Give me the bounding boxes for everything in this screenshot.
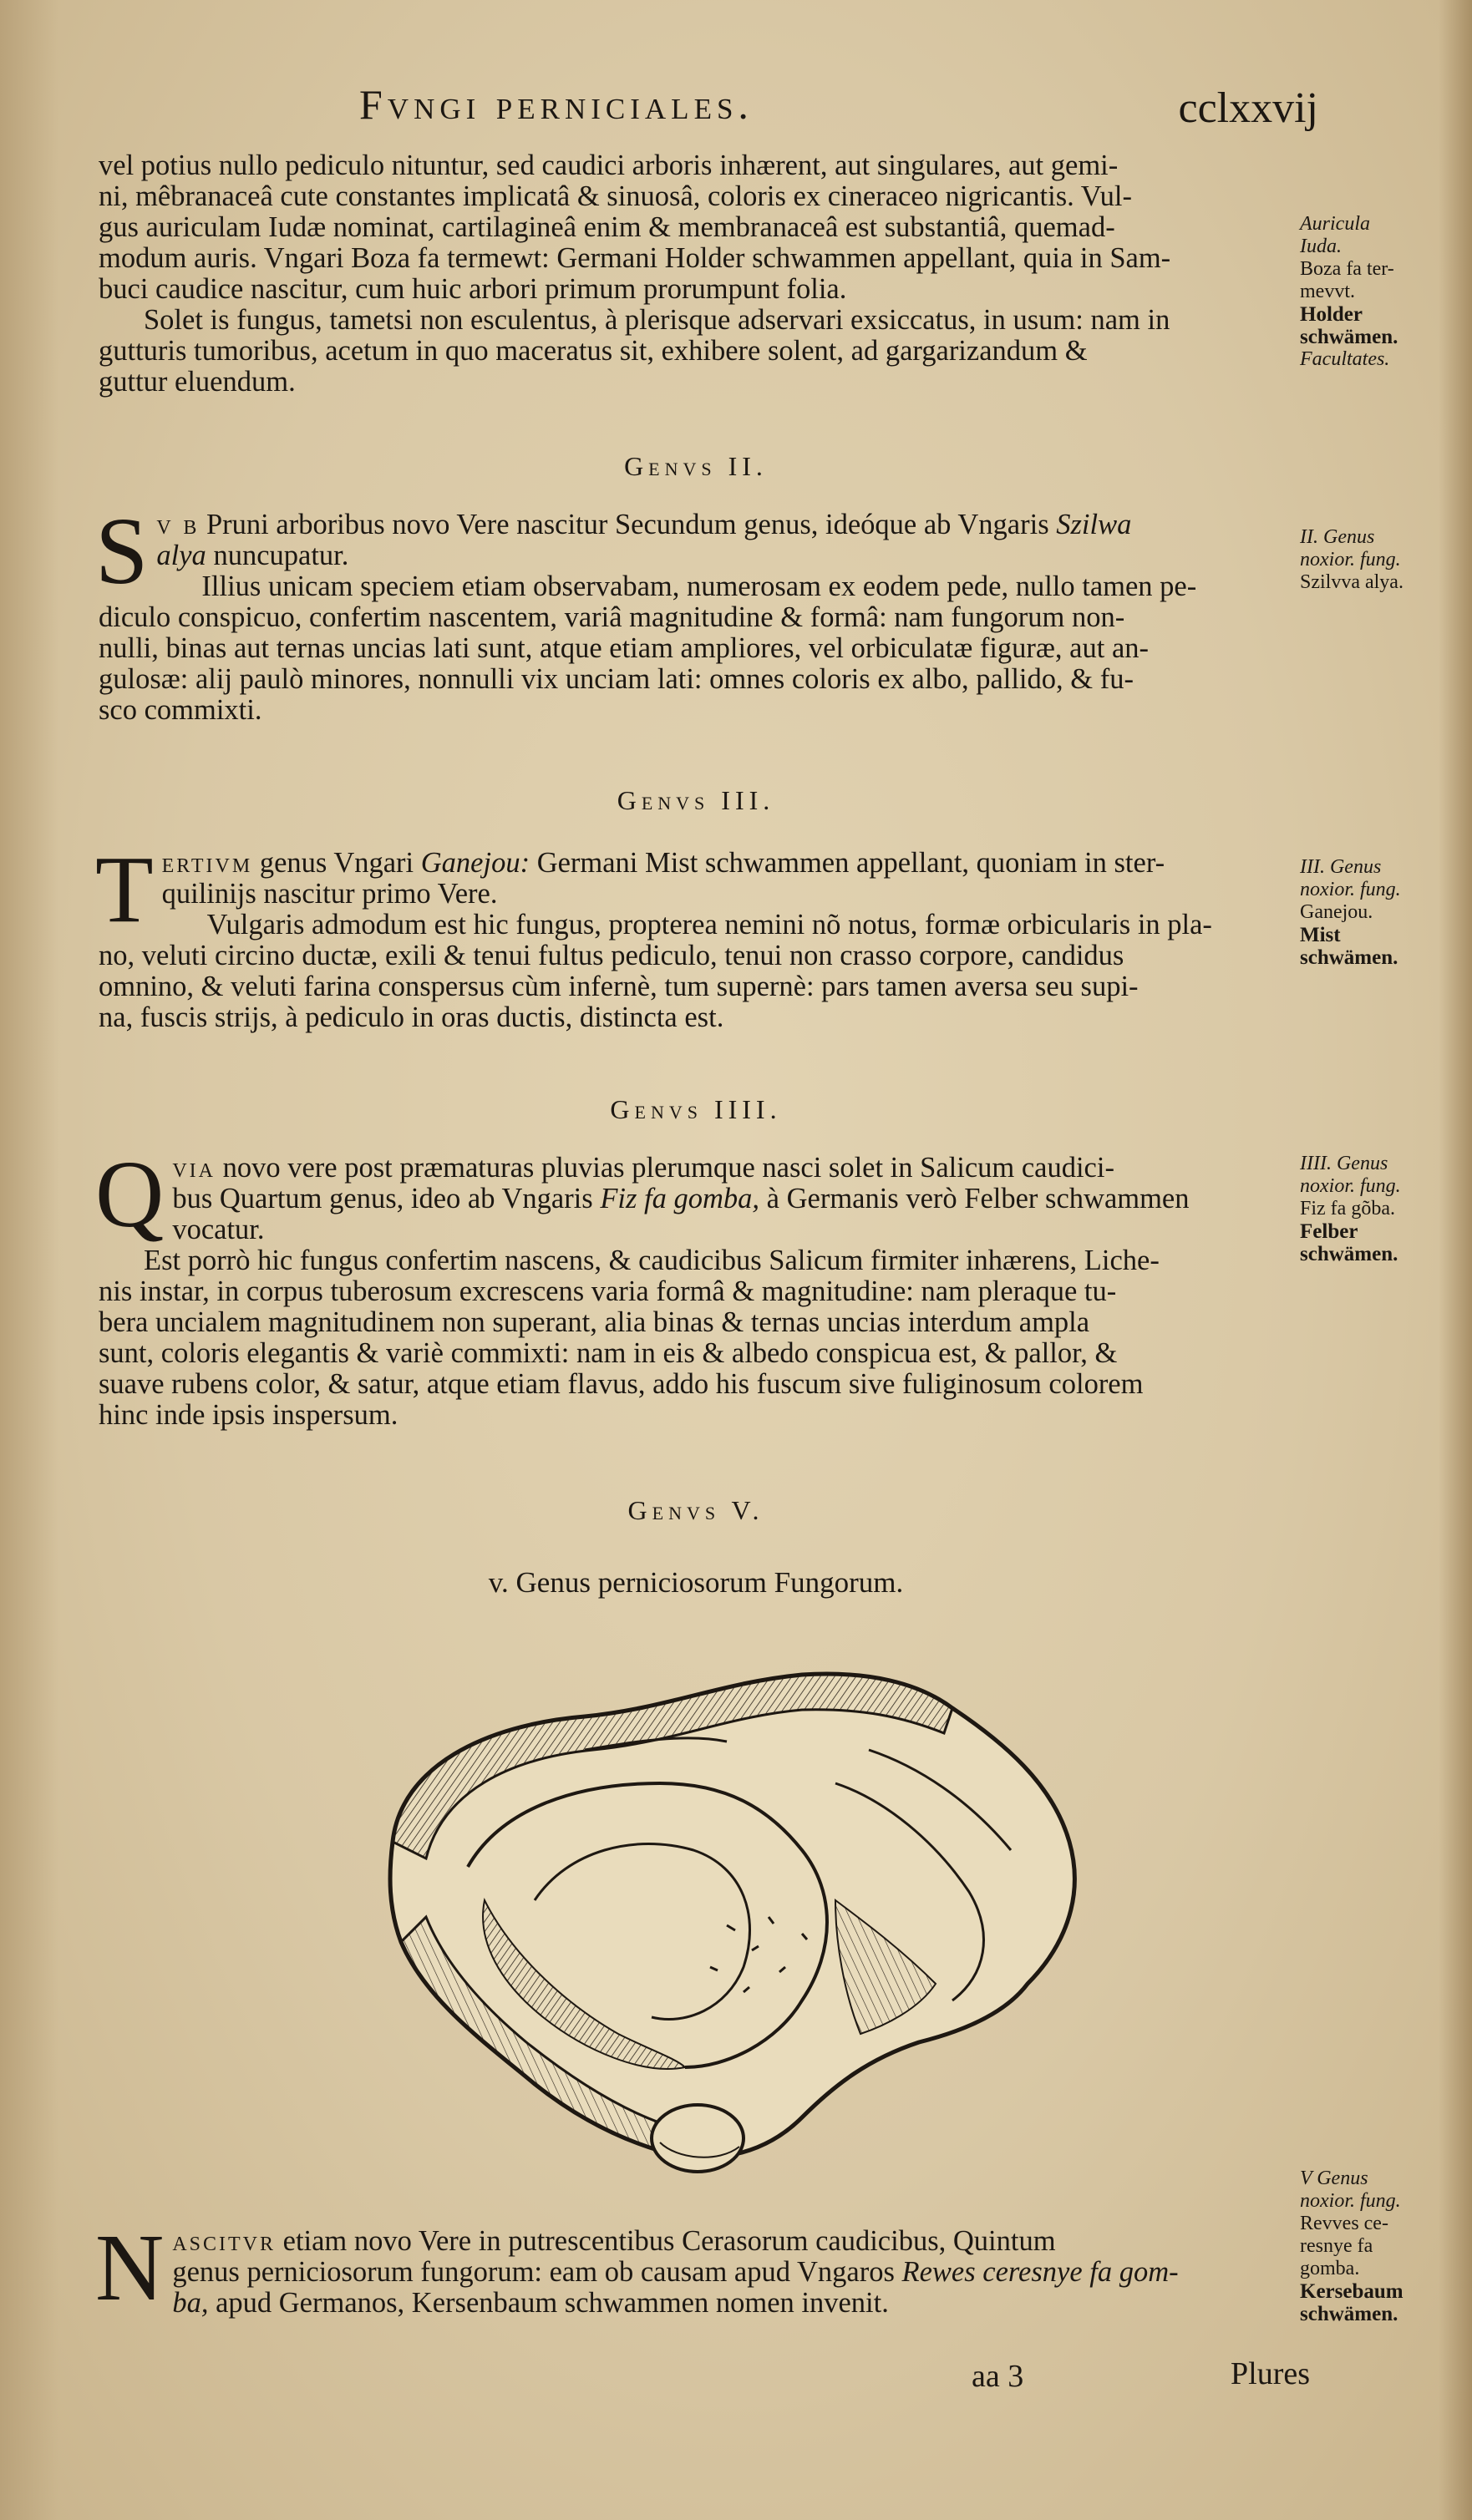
text-span: genus Vngari — [252, 847, 421, 879]
margin-line: Auricula — [1300, 213, 1370, 235]
text-line: hinc inde ipsis inspersum. — [99, 1399, 398, 1431]
text-span: novo vere post præmaturas pluvias plerumque nasci solet in Salicum caudici- — [215, 1152, 1114, 1184]
text-span: Pruni arboribus novo Vere nascitur Secundum genus, ideóque ab Vngaris — [199, 509, 1057, 540]
margin-line: schwämen. — [1300, 2303, 1398, 2325]
margin-note-auricula — [1300, 213, 1464, 371]
text-line: vocatur. — [172, 1214, 265, 1245]
small-caps-opening: ascitvr — [172, 2225, 277, 2257]
text-line: buci caudice nascitur, cum huic arbori primum prorumpunt folia. — [99, 273, 847, 305]
margin-line: Holder — [1300, 303, 1363, 326]
drop-capital: S — [95, 498, 149, 604]
text-line: vel potius nullo pediculo nituntur, sed caudici arboris inhærent, aut singulares, aut gemi- — [99, 150, 1119, 181]
genus-5-text — [95, 2214, 1293, 2320]
small-caps-opening: v b — [156, 509, 200, 540]
genus-2-heading: Genvs II. — [624, 451, 768, 481]
signature-mark: aa 3 — [972, 2359, 1024, 2394]
italic-term: Ganejou: — [420, 847, 530, 879]
margin-line: Facultates. — [1300, 348, 1390, 370]
margin-line: III. Genus — [1300, 856, 1382, 878]
text-line: bera uncialem magnitudinem non superant, alia binas & ternas uncias interdum ampla — [99, 1306, 1090, 1338]
text-line: quilinijs nascitur primo Vere. — [161, 878, 498, 910]
italic-term: Fiz fa gomba, — [600, 1183, 760, 1214]
margin-line: Revves ce- — [1300, 2213, 1388, 2234]
margin-line: Szilvva alya. — [1300, 571, 1403, 593]
text-line: ni, mêbranaceâ cute constantes implicatâ & sinuosâ, coloris ex cineraceo nigricantis. Vul- — [99, 180, 1132, 212]
margin-line: noxior. fung. — [1300, 2190, 1401, 2212]
text-line: gulosæ: alij paulò minores, nonnulli vix unciam lati: omnes coloris ex albo, pallido, & fu- — [99, 663, 1134, 695]
running-title: Fvngi perniciales. — [359, 81, 754, 128]
text-span: apud Germanos, Kersenbaum schwammen nomen invenit. — [208, 2287, 889, 2319]
genus-2-text — [95, 498, 1293, 726]
folio-number: cclxxvij — [1178, 84, 1318, 132]
margin-line: noxior. fung. — [1300, 879, 1401, 900]
margin-note-genus-2 — [1300, 526, 1464, 594]
genus-5-heading: Genvs V. — [627, 1495, 764, 1525]
text-span: etiam novo Vere in putrescentibus Cerasorum caudicibus, Quintum — [276, 2225, 1056, 2257]
intro-paragraph — [99, 150, 1293, 398]
text-span: bus Quartum genus, ideo ab Vngaris — [172, 1183, 601, 1214]
margin-line: IIII. Genus — [1300, 1153, 1388, 1174]
margin-line: Kersebaum — [1300, 2280, 1403, 2303]
italic-term: alya — [156, 540, 206, 571]
margin-line: II. Genus — [1300, 526, 1375, 548]
italic-term: Szilwa — [1056, 509, 1132, 540]
text-line: no, veluti circino ductæ, exili & tenui fultus pediculo, tenui non crasso corpore, candidus — [99, 940, 1124, 971]
margin-line: Mist — [1300, 924, 1341, 946]
margin-line: Ganejou. — [1300, 901, 1373, 923]
text-line: guttur eluendum. — [99, 366, 296, 398]
page-shadow-left — [0, 0, 58, 2520]
text-line: Est porrò hic fungus confertim nascens, & caudicibus Salicum firmiter inhærens, Liche- — [144, 1245, 1160, 1276]
margin-line: schwämen. — [1300, 1243, 1398, 1265]
drop-capital: Q — [95, 1141, 165, 1247]
text-line: sunt, coloris elegantis & variè commixti: nam in eis & albedo conspicua est, & pallor, & — [99, 1337, 1118, 1369]
margin-note-genus-5 — [1300, 2168, 1464, 2325]
text-line: Illius unicam speciem etiam observabam, numerosam ex eodem pede, nullo tamen pe- — [201, 570, 1197, 602]
genus-4-heading: Genvs IIII. — [610, 1094, 782, 1124]
genus-3-text — [95, 836, 1293, 1033]
text-line: suave rubens color, & satur, atque etiam flavus, addo his fuscum sive fuliginosum colorem — [99, 1368, 1144, 1400]
margin-line: gomba. — [1300, 2258, 1360, 2279]
margin-line: Boza fa ter- — [1300, 258, 1394, 280]
text-line: gus auriculam Iudæ nominat, cartilagineâ enim & membranaceâ est substantiâ, quemad- — [99, 211, 1115, 243]
text-line: na, fuscis strijs, à pediculo in oras ductis, distincta est. — [99, 1001, 724, 1033]
text-line: omnino, & veluti farina conspersus cùm infernè, tum supernè: pars tamen aversa seu supi- — [99, 971, 1139, 1002]
drop-capital: N — [95, 2214, 165, 2320]
margin-note-genus-3 — [1300, 856, 1464, 969]
catchword: Plures — [1231, 2356, 1310, 2391]
small-caps-opening: ertivm — [161, 847, 253, 879]
woodcut-caption: v. Genus perniciosorum Fungorum. — [488, 1566, 904, 1599]
small-caps-opening: via — [172, 1152, 216, 1184]
fungus-woodcut-illustration — [368, 1650, 1103, 2184]
genus-3-heading: Genvs III. — [617, 785, 775, 815]
margin-line: noxior. fung. — [1300, 1175, 1401, 1197]
text-line: sco commixti. — [99, 694, 262, 726]
margin-line: schwämen. — [1300, 326, 1398, 348]
text-line: gutturis tumoribus, acetum in quo maceratus sit, exhibere solent, ad gargarizandum & — [99, 335, 1088, 367]
genus-4-text — [95, 1141, 1293, 1431]
margin-line: V Genus — [1300, 2168, 1368, 2189]
text-line: Solet is fungus, tametsi non esculentus, à plerisque adservari exsiccatus, in usum: nam in — [144, 304, 1170, 336]
text-span: genus perniciosorum fungorum: eam ob causam apud Vngaros — [172, 2256, 902, 2288]
margin-line: Fiz fa gõba. — [1300, 1198, 1395, 1219]
text-span: nuncupatur. — [206, 540, 349, 571]
text-line: diculo conspicuo, confertim nascentem, variâ magnitudine & formâ: nam fungorum non- — [99, 601, 1125, 633]
text-line: Vulgaris admodum est hic fungus, propterea nemini nõ notus, formæ orbicularis in pla- — [206, 909, 1212, 941]
margin-line: resnye fa — [1300, 2235, 1373, 2257]
text-line: modum auris. Vngari Boza fa termewt: Germani Holder schwammen appellant, quia in Sam- — [99, 242, 1171, 274]
text-span: Germani Mist schwammen appellant, quoniam in ster- — [530, 847, 1165, 879]
italic-term: ba, — [172, 2287, 209, 2319]
text-span: à Germanis verò Felber schwammen — [759, 1183, 1190, 1214]
text-line: nis instar, in corpus tuberosum excrescens varia formâ & magnitudine: nam pleraque tu- — [99, 1275, 1117, 1307]
margin-line: Iuda. — [1300, 236, 1342, 257]
margin-line: Felber — [1300, 1220, 1358, 1243]
drop-capital: T — [95, 836, 154, 942]
margin-line: mevvt. — [1300, 281, 1355, 302]
italic-term: Rewes ceresnye fa gom- — [901, 2256, 1179, 2288]
margin-line: schwämen. — [1300, 946, 1398, 969]
margin-line: noxior. fung. — [1300, 549, 1401, 570]
margin-note-genus-4 — [1300, 1153, 1464, 1265]
text-line: nulli, binas aut ternas uncias lati sunt, atque etiam ampliores, vel orbiculatæ figuræ, aut an- — [99, 632, 1150, 664]
